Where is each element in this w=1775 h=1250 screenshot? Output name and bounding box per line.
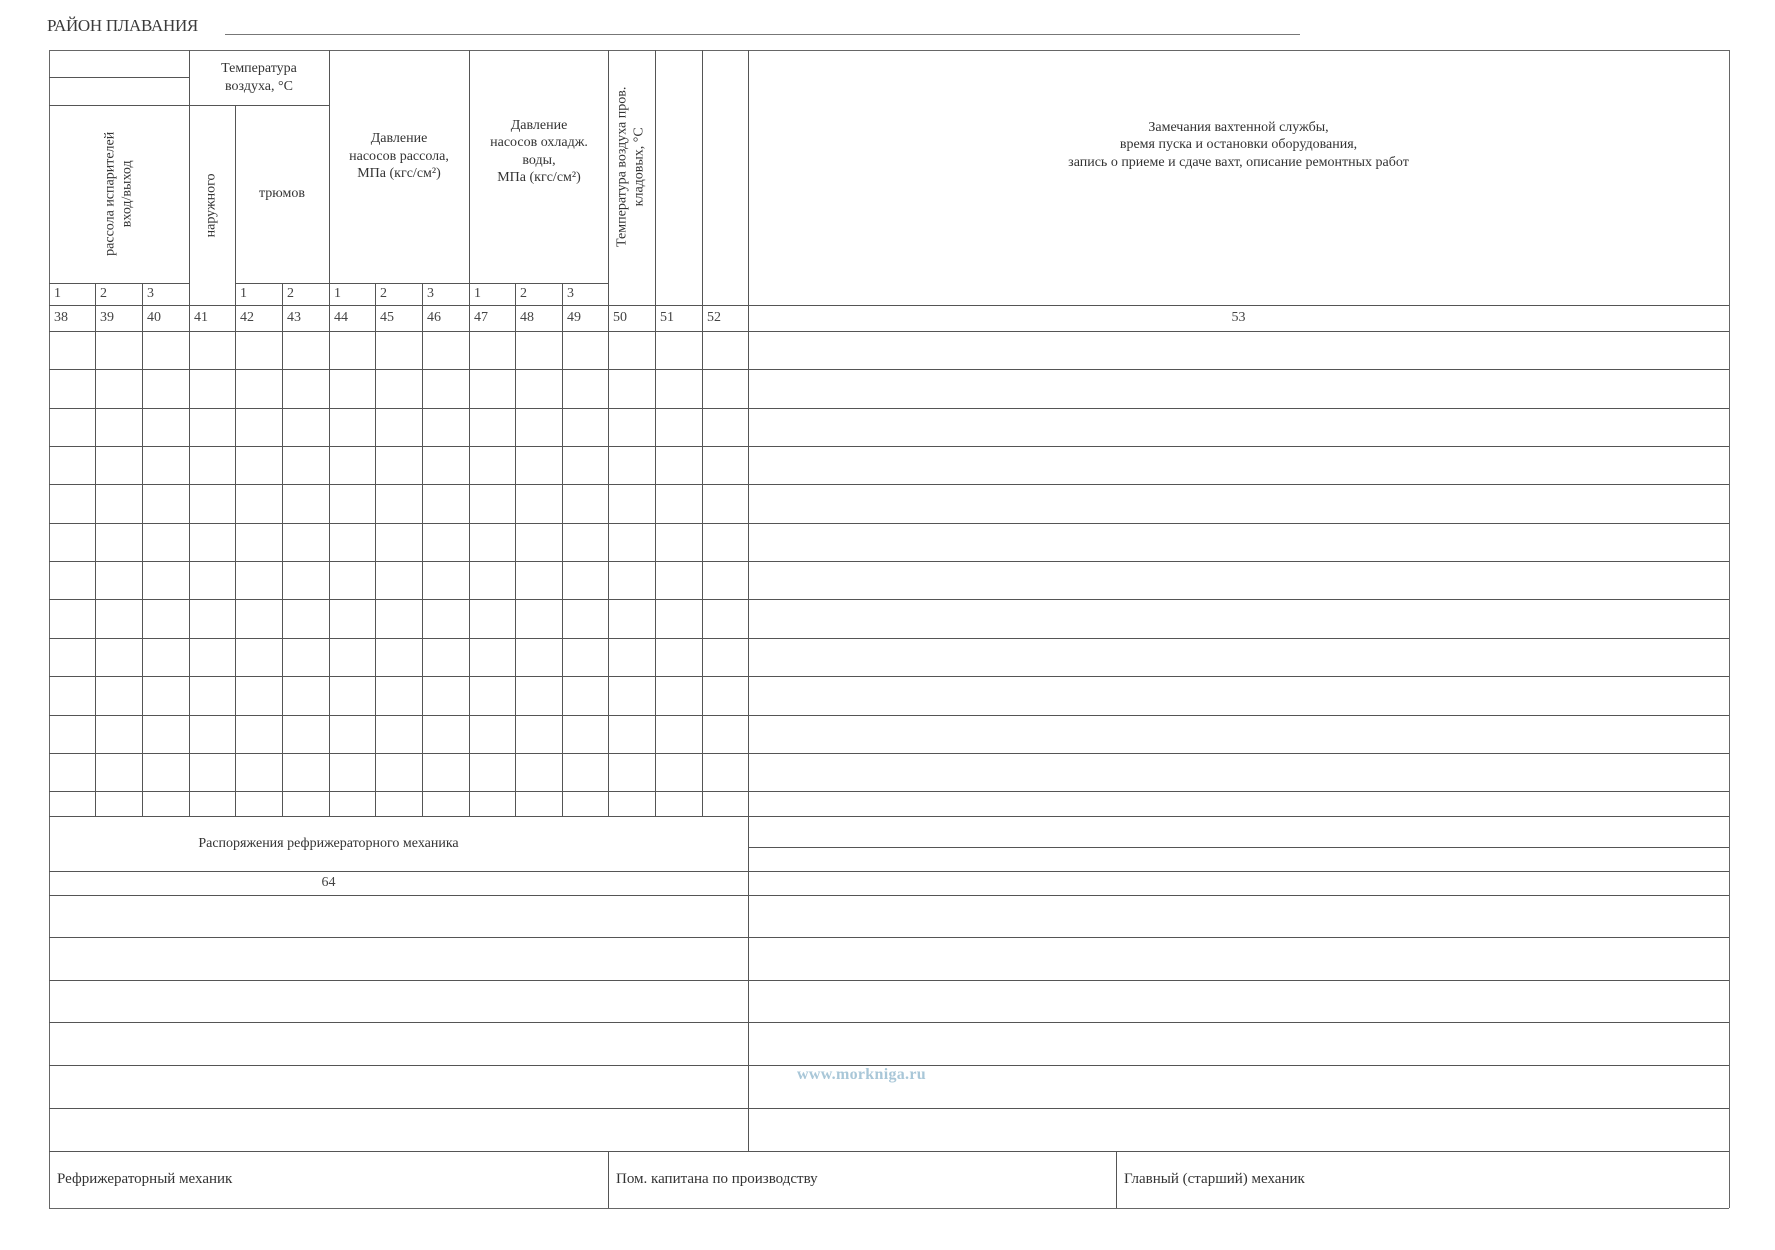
log-cell[interactable]: [189, 638, 235, 676]
log-cell[interactable]: [329, 715, 375, 753]
orders-entry-row[interactable]: [49, 1065, 748, 1108]
log-cell[interactable]: [469, 331, 515, 369]
log-cell[interactable]: [49, 638, 95, 676]
log-cell[interactable]: [562, 523, 608, 561]
header-remarks-line3: запись о приеме и сдаче вахт, описание ремонтных работ: [1068, 154, 1409, 170]
log-cell[interactable]: [282, 753, 329, 791]
log-cell[interactable]: [562, 408, 608, 446]
log-cell[interactable]: [469, 599, 515, 638]
header-remarks-line2: время пуска и остановки оборудования,: [1119, 137, 1358, 153]
log-cell[interactable]: [562, 638, 608, 676]
header-evaporator-brine-line2: вход/выход: [119, 160, 134, 228]
log-cell[interactable]: [515, 446, 562, 484]
log-cell[interactable]: [702, 446, 748, 484]
column-number: 42: [240, 310, 254, 325]
log-cell[interactable]: [562, 484, 608, 523]
log-cell[interactable]: [469, 791, 515, 816]
log-cell[interactable]: [329, 791, 375, 816]
log-cell[interactable]: [282, 638, 329, 676]
log-cell[interactable]: [375, 446, 422, 484]
remarks-entry-row[interactable]: [748, 980, 1729, 1022]
log-cell[interactable]: [469, 676, 515, 715]
header-cooling-pump-line4: МПа (кгс/см²): [497, 170, 581, 185]
header-holds: [235, 105, 329, 283]
log-cell[interactable]: [142, 791, 189, 816]
column-number: 51: [660, 310, 674, 325]
log-cell[interactable]: [655, 446, 702, 484]
log-cell[interactable]: [515, 791, 562, 816]
log-cell[interactable]: [608, 676, 655, 715]
column-number: 50: [613, 310, 627, 325]
header-brine-pump-line3: МПа (кгс/см²): [357, 166, 441, 182]
column-number: 39: [100, 310, 114, 325]
log-cell[interactable]: [469, 715, 515, 753]
log-cell[interactable]: [702, 484, 748, 523]
log-cell[interactable]: [608, 599, 655, 638]
log-cell[interactable]: [95, 676, 142, 715]
log-cell[interactable]: [329, 599, 375, 638]
log-cell[interactable]: [562, 599, 608, 638]
remarks-cell[interactable]: [748, 446, 1729, 484]
log-cell[interactable]: [608, 408, 655, 446]
log-cell[interactable]: [189, 446, 235, 484]
log-cell[interactable]: [515, 369, 562, 408]
log-cell[interactable]: [422, 369, 469, 408]
log-cell[interactable]: [562, 369, 608, 408]
remarks-cell[interactable]: [748, 715, 1729, 753]
log-cell[interactable]: [375, 561, 422, 599]
header-outdoor: [189, 105, 235, 305]
log-cell[interactable]: [515, 523, 562, 561]
log-cell[interactable]: [515, 408, 562, 446]
log-cell[interactable]: [329, 331, 375, 369]
log-cell[interactable]: [375, 715, 422, 753]
log-cell[interactable]: [608, 753, 655, 791]
log-cell[interactable]: [469, 369, 515, 408]
header-brine-pump-line2: насосов рассола,: [349, 148, 449, 164]
sub-number: 1: [240, 286, 247, 301]
log-cell[interactable]: [329, 369, 375, 408]
log-cell[interactable]: [422, 791, 469, 816]
header-outdoor-label: наружного: [203, 173, 219, 237]
log-cell[interactable]: [515, 331, 562, 369]
remarks-cell[interactable]: [748, 676, 1729, 715]
log-cell[interactable]: [562, 331, 608, 369]
log-cell[interactable]: [95, 791, 142, 816]
log-cell[interactable]: [562, 715, 608, 753]
log-cell[interactable]: [608, 523, 655, 561]
column-number: 41: [194, 310, 208, 325]
log-cell[interactable]: [702, 753, 748, 791]
log-cell[interactable]: [95, 484, 142, 523]
remarks-cell[interactable]: [748, 484, 1729, 523]
log-cell[interactable]: [329, 753, 375, 791]
header-cooling-water-pump-pressure: [469, 50, 609, 283]
log-cell[interactable]: [375, 331, 422, 369]
log-cell[interactable]: [329, 446, 375, 484]
log-cell[interactable]: [235, 791, 282, 816]
column-number: 48: [520, 310, 534, 325]
log-cell[interactable]: [189, 599, 235, 638]
log-cell[interactable]: [702, 791, 748, 816]
orders-entry-row[interactable]: [49, 895, 748, 937]
header-remarks: [748, 50, 1729, 280]
log-cell[interactable]: [49, 791, 95, 816]
sub-number: 2: [520, 286, 527, 301]
log-cell[interactable]: [235, 599, 282, 638]
sub-number: 3: [567, 286, 574, 301]
log-cell[interactable]: [95, 369, 142, 408]
sailing-area-field[interactable]: [225, 34, 1300, 35]
table-border-bottom: [49, 1208, 1729, 1209]
header-holds-label: трюмов: [258, 186, 306, 202]
log-cell[interactable]: [142, 676, 189, 715]
log-cell[interactable]: [235, 369, 282, 408]
log-cell[interactable]: [95, 715, 142, 753]
column-number: 52: [707, 310, 721, 325]
header-provision-line2: кладовых, °С: [631, 126, 647, 207]
log-cell[interactable]: [189, 715, 235, 753]
log-cell[interactable]: [469, 523, 515, 561]
remarks-entry-row[interactable]: [748, 895, 1729, 937]
log-cell[interactable]: [189, 676, 235, 715]
sub-number: 3: [147, 286, 154, 301]
log-cell[interactable]: [422, 331, 469, 369]
log-cell[interactable]: [49, 753, 95, 791]
log-cell[interactable]: [235, 676, 282, 715]
log-cell[interactable]: [562, 753, 608, 791]
log-cell[interactable]: [562, 561, 608, 599]
log-cell[interactable]: [95, 561, 142, 599]
log-cell[interactable]: [608, 369, 655, 408]
sub-number: 1: [334, 286, 341, 301]
log-cell[interactable]: [655, 753, 702, 791]
log-cell[interactable]: [515, 638, 562, 676]
log-cell[interactable]: [49, 446, 95, 484]
log-cell[interactable]: [282, 523, 329, 561]
watermark: www.morkniga.ru: [797, 1066, 926, 1083]
log-cell[interactable]: [142, 599, 189, 638]
log-cell[interactable]: [702, 561, 748, 599]
orders-number: 64: [321, 875, 336, 890]
log-cell[interactable]: [95, 753, 142, 791]
log-cell[interactable]: [655, 676, 702, 715]
log-cell[interactable]: [282, 408, 329, 446]
log-cell[interactable]: [422, 408, 469, 446]
log-cell[interactable]: [189, 561, 235, 599]
log-cell[interactable]: [702, 599, 748, 638]
log-cell[interactable]: [282, 599, 329, 638]
log-cell[interactable]: [235, 523, 282, 561]
column-number: 43: [287, 310, 301, 325]
log-cell[interactable]: [702, 369, 748, 408]
log-cell[interactable]: [142, 753, 189, 791]
log-cell[interactable]: [95, 446, 142, 484]
column-number: 44: [334, 310, 348, 325]
log-cell[interactable]: [702, 331, 748, 369]
log-cell[interactable]: [142, 331, 189, 369]
orders-entry-row[interactable]: [49, 980, 748, 1022]
log-cell[interactable]: [655, 523, 702, 561]
log-cell[interactable]: [469, 638, 515, 676]
log-cell[interactable]: [422, 599, 469, 638]
log-cell[interactable]: [608, 715, 655, 753]
log-cell[interactable]: [422, 446, 469, 484]
log-cell[interactable]: [655, 599, 702, 638]
log-cell[interactable]: [329, 676, 375, 715]
column-number: 40: [147, 310, 161, 325]
log-cell[interactable]: [95, 408, 142, 446]
header-line: [49, 77, 189, 78]
log-cell[interactable]: [49, 369, 95, 408]
log-cell[interactable]: [702, 523, 748, 561]
log-cell[interactable]: [235, 408, 282, 446]
orders-entry-row[interactable]: [49, 1022, 748, 1065]
log-cell[interactable]: [375, 791, 422, 816]
log-cell[interactable]: [49, 484, 95, 523]
remarks-cell[interactable]: [748, 408, 1729, 446]
log-cell[interactable]: [142, 638, 189, 676]
header-air-temperature: [189, 50, 329, 105]
log-cell[interactable]: [702, 638, 748, 676]
column-number: 38: [54, 310, 68, 325]
log-cell[interactable]: [282, 331, 329, 369]
log-cell[interactable]: [422, 561, 469, 599]
log-cell[interactable]: [422, 753, 469, 791]
remarks-cell[interactable]: [748, 523, 1729, 561]
header-line: [49, 283, 189, 284]
log-cell[interactable]: [375, 676, 422, 715]
header-cooling-pump-line1: Давление: [510, 117, 568, 133]
remarks-entry-row[interactable]: [748, 1108, 1729, 1151]
log-cell[interactable]: [189, 369, 235, 408]
header-air-temperature-line1: Температура: [221, 61, 297, 76]
sub-number: 1: [54, 286, 61, 301]
log-cell[interactable]: [329, 484, 375, 523]
remarks-entry-row[interactable]: [748, 871, 1729, 895]
remarks-entry-row[interactable]: [748, 1022, 1729, 1065]
remarks-cell[interactable]: [748, 753, 1729, 791]
sub-number: 1: [474, 286, 481, 301]
log-cell[interactable]: [562, 446, 608, 484]
log-cell[interactable]: [469, 408, 515, 446]
log-cell[interactable]: [142, 369, 189, 408]
log-cell[interactable]: [608, 446, 655, 484]
remarks-entry-row[interactable]: [748, 847, 1729, 871]
log-cell[interactable]: [49, 523, 95, 561]
log-cell[interactable]: [282, 484, 329, 523]
log-cell[interactable]: [702, 676, 748, 715]
column-number: 46: [427, 310, 441, 325]
header-evaporator-brine: [49, 105, 189, 283]
log-cell[interactable]: [49, 715, 95, 753]
sub-number: 3: [427, 286, 434, 301]
log-cell[interactable]: [375, 599, 422, 638]
log-cell[interactable]: [655, 369, 702, 408]
header-brine-pump-pressure: [329, 50, 469, 283]
log-cell[interactable]: [189, 753, 235, 791]
table-border-right: [1729, 50, 1730, 1208]
log-cell[interactable]: [235, 753, 282, 791]
log-cell[interactable]: [95, 638, 142, 676]
log-cell[interactable]: [422, 715, 469, 753]
header-air-temperature-line2: воздуха, °С: [225, 78, 293, 94]
log-cell[interactable]: [655, 408, 702, 446]
log-cell[interactable]: [142, 484, 189, 523]
sailing-area-label: РАЙОН ПЛАВАНИЯ: [47, 16, 198, 35]
log-cell[interactable]: [655, 561, 702, 599]
log-cell[interactable]: [282, 791, 329, 816]
log-cell[interactable]: [702, 408, 748, 446]
log-cell[interactable]: [469, 561, 515, 599]
log-cell[interactable]: [235, 331, 282, 369]
remarks-cell[interactable]: [748, 331, 1729, 369]
log-cell[interactable]: [515, 715, 562, 753]
orders-heading: Распоряжения рефрижераторного механика: [198, 835, 459, 851]
log-cell[interactable]: [142, 715, 189, 753]
remarks-cell[interactable]: [748, 561, 1729, 599]
log-cell[interactable]: [515, 676, 562, 715]
remarks-entry-row[interactable]: [748, 937, 1729, 980]
log-cell[interactable]: [515, 484, 562, 523]
log-cell[interactable]: [515, 599, 562, 638]
log-cell[interactable]: [49, 599, 95, 638]
log-cell[interactable]: [95, 599, 142, 638]
column-number: 49: [567, 310, 581, 325]
log-cell[interactable]: [142, 561, 189, 599]
remarks-cell[interactable]: [748, 791, 1729, 816]
log-cell[interactable]: [282, 446, 329, 484]
log-cell[interactable]: [422, 484, 469, 523]
log-cell[interactable]: [189, 791, 235, 816]
orders-entry-row[interactable]: [49, 1108, 748, 1151]
log-cell[interactable]: [282, 676, 329, 715]
log-cell[interactable]: [142, 446, 189, 484]
log-cell[interactable]: [375, 638, 422, 676]
header-remarks-line1: Замечания вахтенной службы,: [1148, 119, 1329, 135]
header-brine-pump-line1: Давление: [370, 131, 428, 147]
log-cell[interactable]: [608, 791, 655, 816]
log-cell[interactable]: [189, 408, 235, 446]
log-cell[interactable]: [282, 561, 329, 599]
log-cell[interactable]: [49, 676, 95, 715]
log-cell[interactable]: [49, 408, 95, 446]
log-cell[interactable]: [189, 523, 235, 561]
log-cell[interactable]: [282, 715, 329, 753]
sub-number: 2: [100, 286, 107, 301]
log-cell[interactable]: [189, 484, 235, 523]
signature-assistant-captain[interactable]: Пом. капитана по производству: [616, 1171, 818, 1187]
remarks-cell[interactable]: [748, 369, 1729, 408]
log-cell[interactable]: [655, 638, 702, 676]
log-cell[interactable]: [235, 446, 282, 484]
log-cell[interactable]: [608, 638, 655, 676]
sub-number: 2: [287, 286, 294, 301]
log-cell[interactable]: [95, 523, 142, 561]
log-cell[interactable]: [655, 484, 702, 523]
log-cell[interactable]: [49, 561, 95, 599]
orders-entry-row[interactable]: [49, 937, 748, 980]
signature-chief-engineer[interactable]: Главный (старший) механик: [1124, 1171, 1305, 1187]
log-cell[interactable]: [422, 638, 469, 676]
header-cooling-pump-line3: воды,: [522, 152, 556, 168]
log-cell[interactable]: [282, 369, 329, 408]
remarks-cell[interactable]: [748, 599, 1729, 638]
log-cell[interactable]: [235, 638, 282, 676]
log-cell[interactable]: [329, 638, 375, 676]
log-cell[interactable]: [375, 484, 422, 523]
log-cell[interactable]: [422, 523, 469, 561]
log-cell[interactable]: [189, 331, 235, 369]
log-cell[interactable]: [655, 715, 702, 753]
log-cell[interactable]: [142, 523, 189, 561]
log-cell[interactable]: [655, 331, 702, 369]
log-cell[interactable]: [469, 484, 515, 523]
log-cell[interactable]: [235, 715, 282, 753]
log-cell[interactable]: [655, 791, 702, 816]
sub-number: 2: [380, 286, 387, 301]
signature-refrigeration-mechanic[interactable]: Рефрижераторный механик: [57, 1171, 233, 1187]
header-provision-line1: Температура воздуха пров.: [614, 86, 630, 247]
log-cell[interactable]: [608, 331, 655, 369]
log-cell[interactable]: [375, 369, 422, 408]
header-evaporator-brine-line1: рассола испарителей: [102, 131, 118, 257]
log-cell[interactable]: [375, 753, 422, 791]
log-cell[interactable]: [562, 676, 608, 715]
log-cell[interactable]: [375, 523, 422, 561]
log-cell[interactable]: [515, 561, 562, 599]
log-cell[interactable]: [469, 446, 515, 484]
log-cell[interactable]: [702, 715, 748, 753]
log-cell[interactable]: [95, 331, 142, 369]
header-cooling-pump-line2: насосов охладж.: [490, 135, 588, 150]
log-cell[interactable]: [235, 561, 282, 599]
log-cell[interactable]: [515, 753, 562, 791]
log-cell[interactable]: [329, 561, 375, 599]
log-cell[interactable]: [329, 408, 375, 446]
log-cell[interactable]: [142, 408, 189, 446]
log-cell[interactable]: [608, 561, 655, 599]
log-cell[interactable]: [562, 791, 608, 816]
header-provision-store-temp: [608, 50, 655, 283]
log-cell[interactable]: [608, 484, 655, 523]
column-number: 53: [1231, 310, 1246, 325]
remarks-cell[interactable]: [748, 638, 1729, 676]
log-cell[interactable]: [329, 523, 375, 561]
log-cell[interactable]: [422, 676, 469, 715]
log-cell[interactable]: [375, 408, 422, 446]
column-number: 47: [474, 310, 488, 325]
log-cell[interactable]: [235, 484, 282, 523]
column-number: 45: [380, 310, 394, 325]
log-cell[interactable]: [49, 331, 95, 369]
log-cell[interactable]: [469, 753, 515, 791]
